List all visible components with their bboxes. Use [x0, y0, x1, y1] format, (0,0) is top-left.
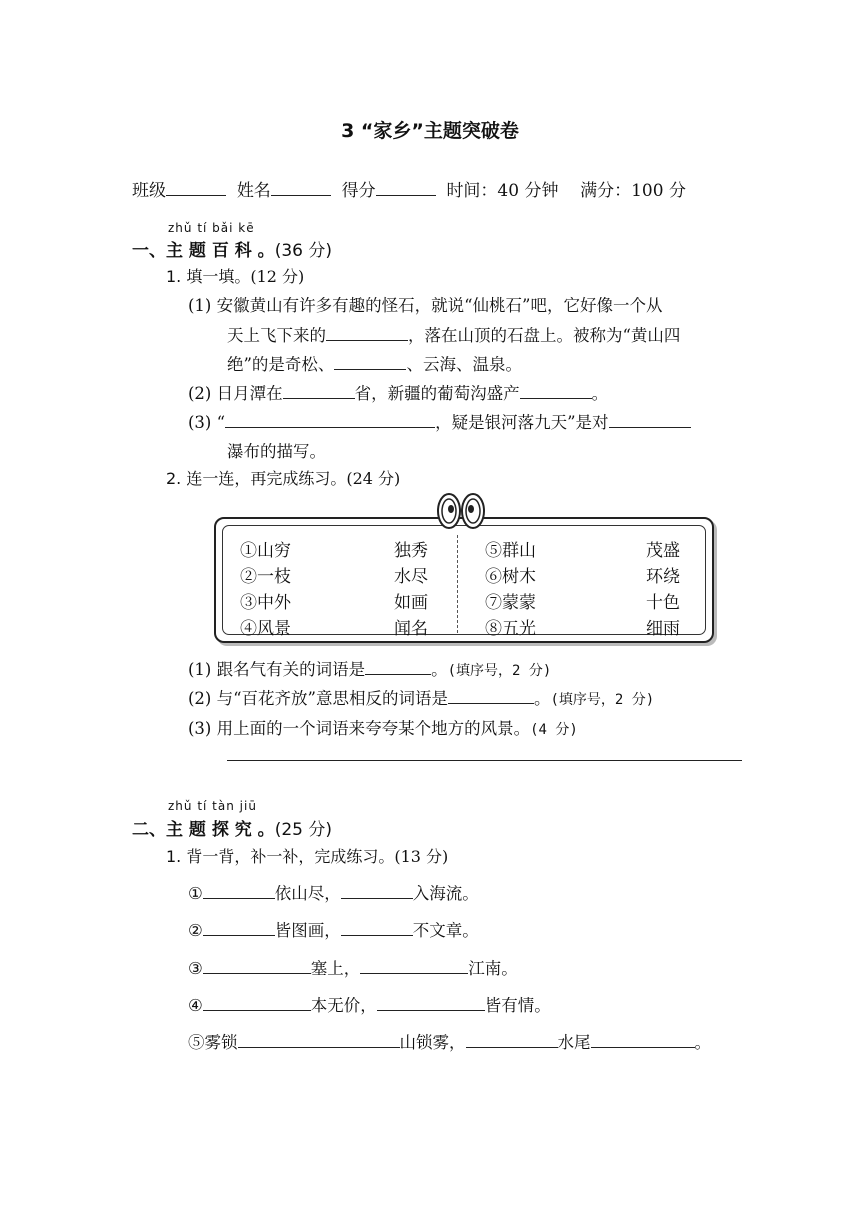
page-title: 3 “家乡”主题突破卷 — [341, 120, 519, 142]
item-number: (3) — [188, 719, 212, 738]
s2-q1-label: 1. 背一背，补一补，完成练习。 — [166, 847, 395, 866]
item-text: 用上面的一个词语来夸夸某个地方的风景。 — [216, 719, 531, 738]
answer-blank[interactable] — [225, 411, 435, 429]
match-right-answer[interactable]: 细雨 — [646, 619, 680, 639]
section1-heading — [132, 236, 332, 261]
match-left-item[interactable]: ①山穷 — [240, 541, 291, 561]
section1-label: 一、主 题 百 科 。 — [132, 241, 275, 261]
item-number: ③ — [188, 959, 203, 978]
class-label: 班级 — [132, 181, 166, 201]
item-text: 、云海、温泉。 — [406, 355, 522, 374]
s1-q1-item1-line2 — [227, 322, 680, 346]
answer-blank[interactable] — [334, 353, 406, 371]
s1-q1-item2 — [188, 380, 608, 404]
match-right-item[interactable]: ⑤群山 — [485, 541, 536, 561]
s1-q1-label: 1. 填一填。 — [166, 267, 251, 286]
item-number: ② — [188, 921, 203, 940]
matching-divider — [457, 535, 458, 633]
item-number: ① — [188, 884, 203, 903]
info-line — [132, 176, 686, 201]
s1-q1-heading — [166, 264, 304, 287]
item-text: 安徽黄山有许多有趣的怪石，就说“仙桃石”吧，它好像一个从 — [216, 296, 663, 315]
item-number: (1) — [188, 296, 212, 315]
cartoon-eyes-icon — [436, 489, 486, 529]
item-number: (2) — [188, 384, 212, 403]
match-left-answer[interactable]: 独秀 — [394, 541, 428, 561]
s1-q1-item1-line1 — [188, 292, 663, 316]
section2-pinyin: zhǔ tí tàn jiū — [168, 799, 257, 813]
section2-label: 二、主 题 探 究 。 — [132, 820, 275, 840]
time-label: 时间：40 分钟 — [446, 181, 559, 201]
answer-blank[interactable] — [448, 687, 534, 705]
name-label: 姓名 — [236, 181, 271, 201]
poem-line-3 — [188, 955, 518, 979]
poem-line-5 — [188, 1029, 711, 1053]
item-score: (4 分) — [530, 722, 578, 738]
s1-q1-item1-line3 — [227, 351, 522, 375]
item-text: 入海流。 — [412, 884, 479, 903]
s1-q2-score: (24 分) — [346, 469, 401, 488]
answer-blank[interactable] — [203, 957, 311, 975]
score-label: 得分 — [341, 181, 376, 201]
match-right-answer[interactable]: 茂盛 — [646, 541, 680, 561]
answer-blank[interactable] — [283, 382, 355, 400]
item-text: 与“百花齐放”意思相反的词语是 — [216, 689, 448, 708]
s1-q2-sub2 — [188, 685, 654, 709]
answer-line[interactable] — [227, 760, 742, 761]
item-number: (3) — [188, 413, 212, 432]
item-text: 本无价， — [310, 996, 377, 1015]
s1-q2-sub1 — [188, 656, 551, 680]
s1-q1-item3-line1 — [188, 409, 691, 433]
s1-q2-heading — [166, 466, 400, 489]
item-text: 皆图画， — [274, 921, 341, 940]
item-text: 水尾 — [557, 1033, 591, 1052]
score-blank[interactable] — [376, 178, 436, 196]
s1-q1-score: (12 分) — [250, 267, 305, 286]
answer-blank[interactable] — [203, 882, 275, 900]
full-score-label: 满分：100 分 — [580, 181, 686, 201]
item-note: (填序号，2 分) — [447, 663, 552, 679]
match-left-item[interactable]: ②一枝 — [240, 567, 291, 587]
match-right-item[interactable]: ⑦蒙蒙 — [485, 593, 536, 613]
item-text: 江南。 — [468, 959, 518, 978]
match-right-item[interactable]: ⑥树木 — [485, 567, 536, 587]
poem-line-4 — [188, 992, 551, 1016]
answer-blank[interactable] — [203, 919, 275, 937]
s1-q1-item3-line2: 瀑布的描写。 — [227, 442, 326, 461]
answer-blank[interactable] — [341, 919, 413, 937]
s1-q2-label: 2. 连一连，再完成练习。 — [166, 469, 347, 488]
answer-blank[interactable] — [365, 658, 431, 676]
item-text: 省，新疆的葡萄沟盛产 — [354, 384, 520, 403]
item-text: 。 — [591, 384, 609, 403]
item-number: ④ — [188, 996, 203, 1015]
item-number: (1) — [188, 660, 212, 679]
answer-blank[interactable] — [520, 382, 592, 400]
item-text: 依山尽， — [274, 884, 341, 903]
section2-score: (25 分) — [274, 820, 332, 840]
match-right-item[interactable]: ⑧五光 — [485, 619, 536, 639]
answer-blank[interactable] — [238, 1031, 400, 1049]
answer-blank[interactable] — [326, 324, 408, 342]
answer-blank[interactable] — [203, 994, 311, 1012]
section1-pinyin: zhǔ tí bǎi kē — [168, 221, 255, 235]
answer-blank[interactable] — [360, 957, 468, 975]
item-text: 不文章。 — [412, 921, 479, 940]
item-text: 跟名气有关的词语是 — [216, 660, 366, 679]
match-left-answer[interactable]: 水尽 — [394, 567, 428, 587]
item-text: ，落在山顶的石盘上。被称为“黄山四 — [408, 326, 681, 345]
answer-blank[interactable] — [377, 994, 485, 1012]
match-right-answer[interactable]: 十色 — [646, 593, 680, 613]
answer-blank[interactable] — [341, 882, 413, 900]
item-note: (填序号，2 分) — [550, 692, 655, 708]
item-text: 天上飞下来的 — [227, 326, 326, 345]
item-text: 。 — [694, 1033, 711, 1052]
s2-q1-score: (13 分) — [394, 847, 449, 866]
item-text: 绝”的是奇松、 — [227, 355, 335, 374]
item-text: “ — [216, 413, 226, 432]
item-text: 。 — [431, 660, 448, 679]
item-text: ，疑是银河落九天”是对 — [435, 413, 609, 432]
item-text: 日月潭在 — [216, 384, 283, 403]
matching-box-inner — [222, 525, 706, 635]
item-number: (2) — [188, 689, 212, 708]
poem-line-1 — [188, 880, 479, 904]
s1-q2-sub3 — [188, 715, 578, 739]
item-text: 皆有情。 — [484, 996, 551, 1015]
answer-blank[interactable] — [591, 1031, 695, 1049]
answer-blank[interactable] — [466, 1031, 558, 1049]
answer-blank[interactable] — [609, 411, 691, 429]
match-left-answer[interactable]: 如画 — [394, 593, 428, 613]
match-right-answer[interactable]: 环绕 — [646, 567, 680, 587]
item-text: 山锁雾， — [399, 1033, 466, 1052]
match-left-item[interactable]: ④风景 — [240, 619, 291, 639]
match-left-answer[interactable]: 闻名 — [394, 619, 428, 639]
item-text: 塞上， — [310, 959, 361, 978]
item-text: 。 — [534, 689, 551, 708]
section2-heading — [132, 815, 332, 840]
s2-q1-heading — [166, 844, 448, 867]
item-text: ⑤雾锁 — [188, 1033, 238, 1052]
match-left-item[interactable]: ③中外 — [240, 593, 291, 613]
class-blank[interactable] — [166, 178, 226, 196]
name-blank[interactable] — [271, 178, 331, 196]
poem-line-2 — [188, 917, 479, 941]
section1-score: (36 分) — [274, 241, 332, 261]
